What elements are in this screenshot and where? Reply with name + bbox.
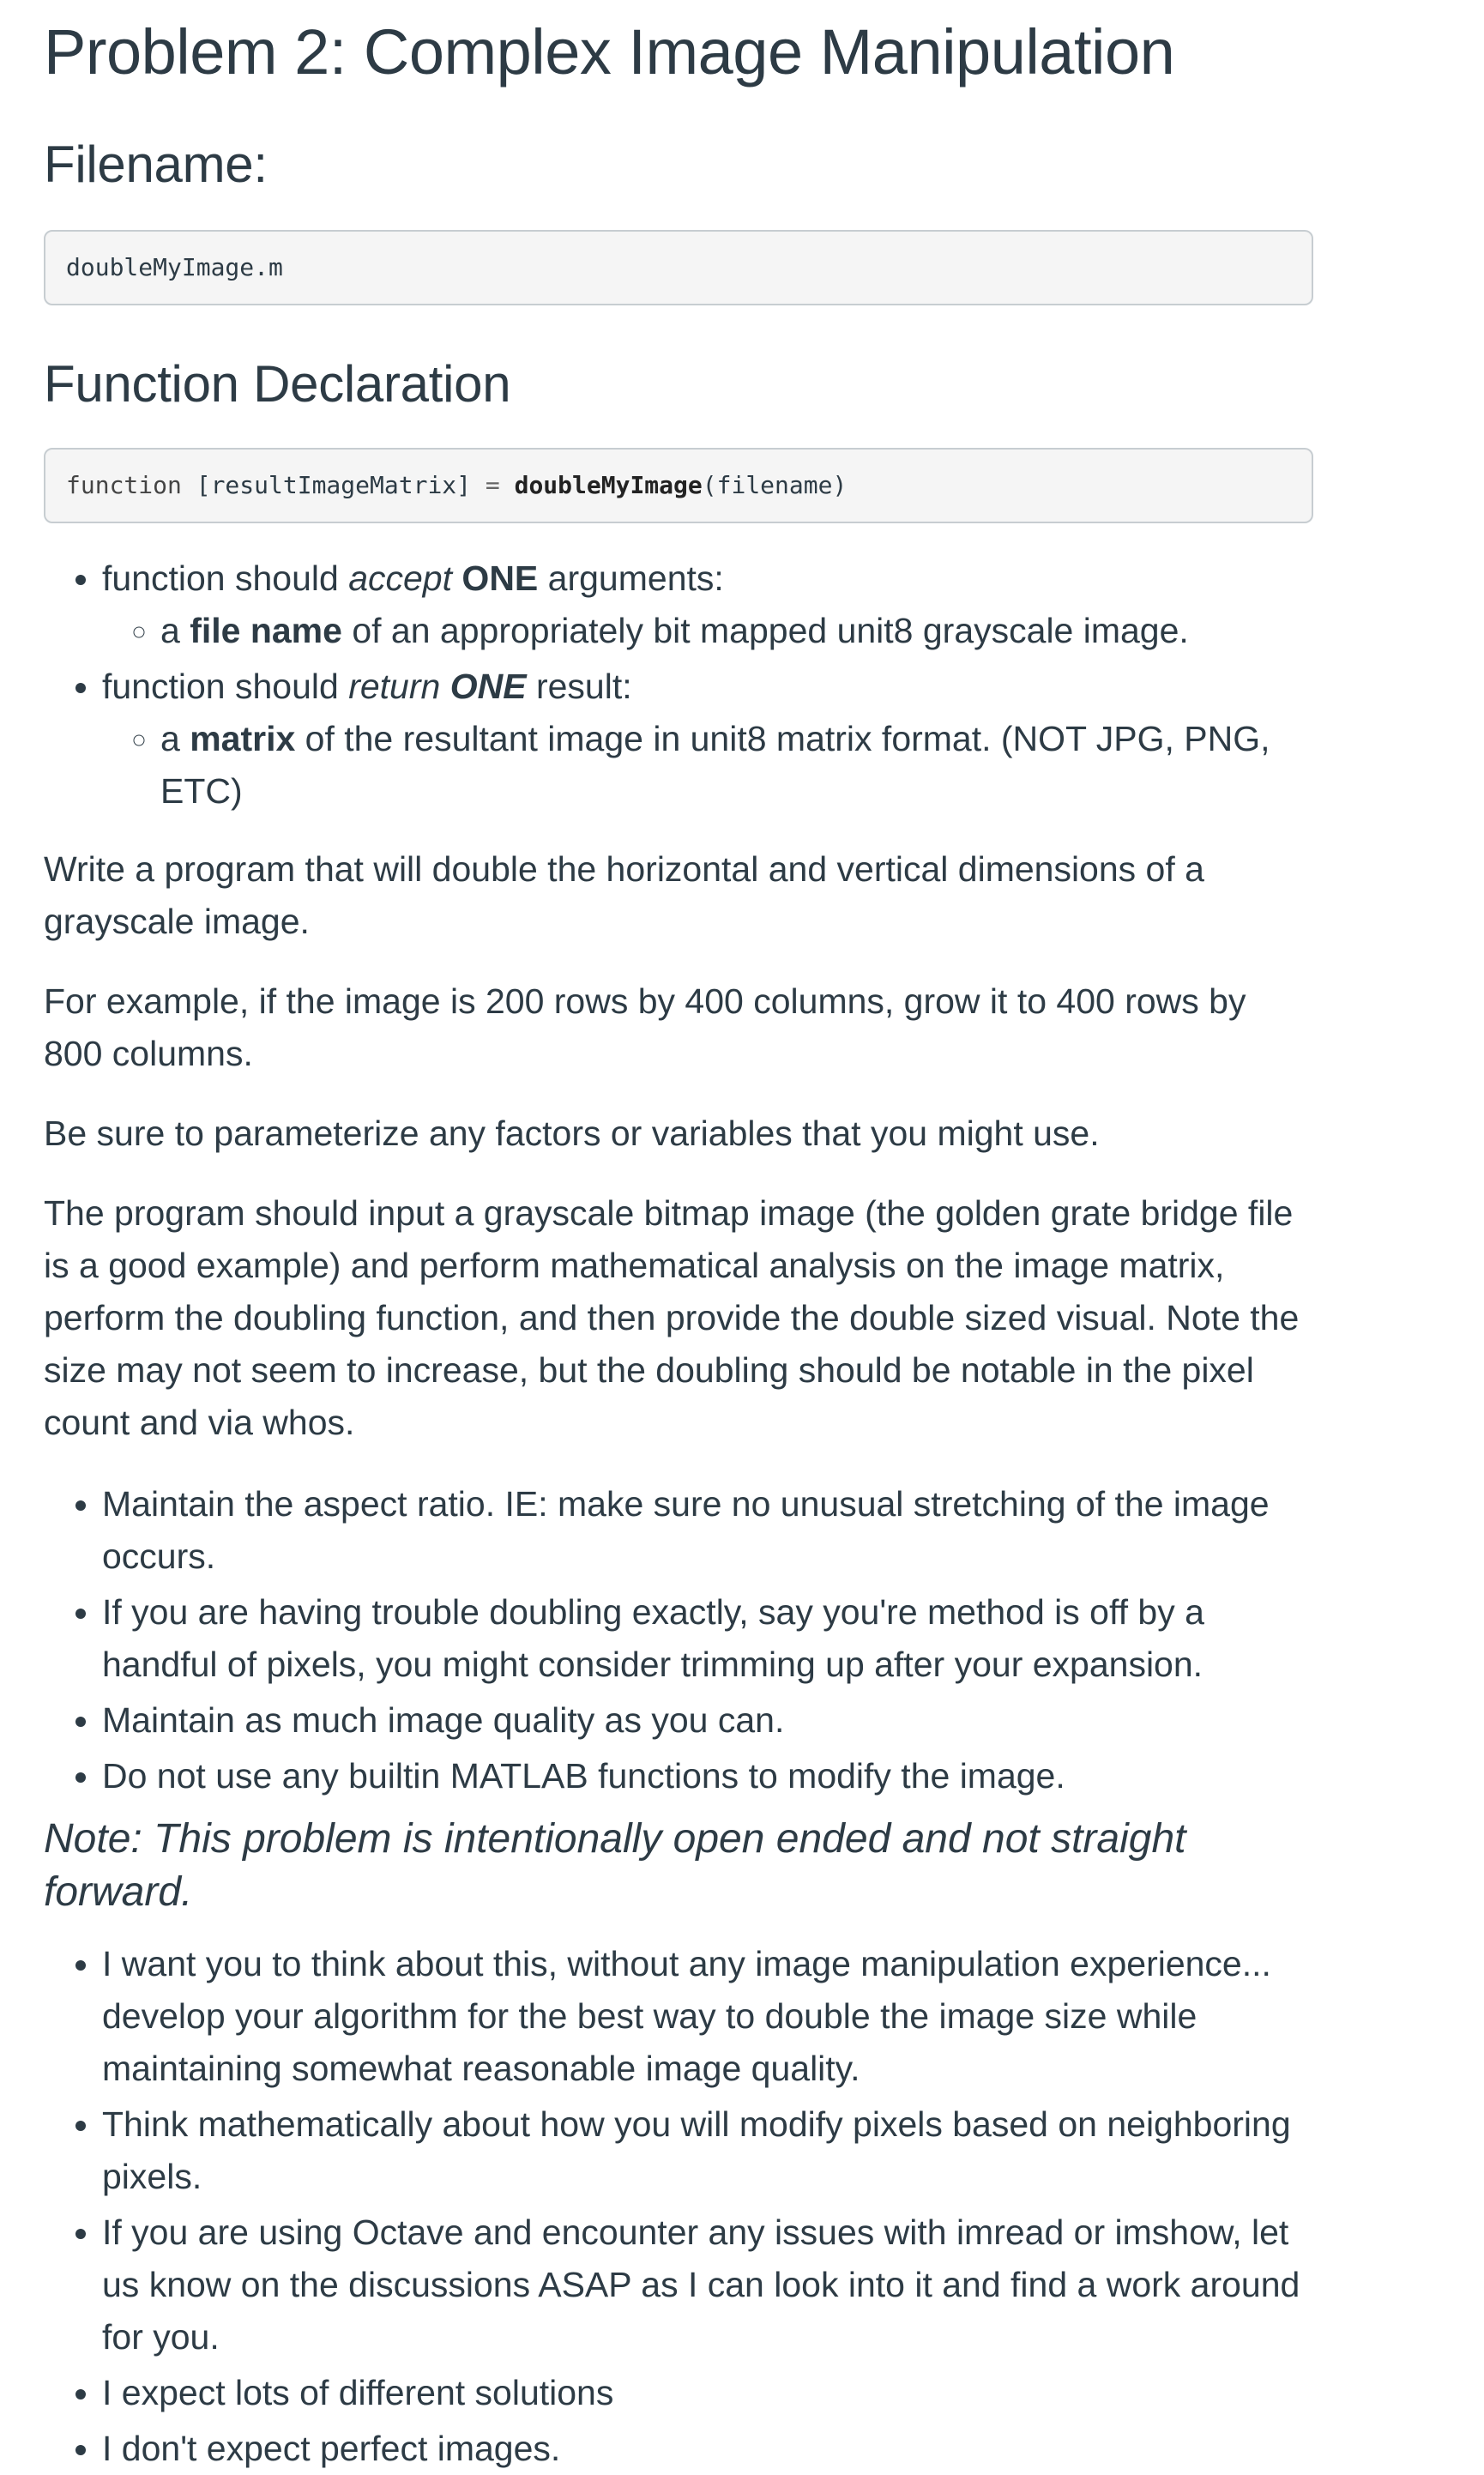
accept-detail-bold: file name bbox=[190, 611, 342, 650]
page-title: Problem 2: Complex Image Manipulation bbox=[44, 16, 1175, 88]
assignment-content bbox=[44, 15, 1313, 2475]
requirement-return-verb: return bbox=[348, 667, 441, 706]
guidelines-list bbox=[44, 1478, 1313, 1802]
requirement-return-sublist bbox=[102, 713, 1313, 818]
requirement-accept-detail bbox=[160, 605, 1313, 657]
guideline-item: • Maintain as much image quality as you can. bbox=[102, 1694, 1313, 1747]
note-points-list bbox=[44, 1938, 1313, 2475]
code-args: (filename) bbox=[702, 471, 848, 499]
note-point-item: • I don't expect perfect images. bbox=[102, 2423, 1313, 2475]
requirement-accept-sublist bbox=[102, 605, 1313, 657]
paragraph-parameterize: Be sure to parameterize any factors or variables that you might use. bbox=[44, 1114, 1100, 1153]
code-function-name: doubleMyImage bbox=[514, 471, 703, 499]
requirement-accept-suffix: arguments: bbox=[538, 558, 724, 598]
return-detail-suffix: of the resultant image in unit8 matrix format. (NOT JPG, PNG, ETC) bbox=[160, 719, 1270, 811]
requirement-accept-count: ONE bbox=[461, 558, 539, 598]
page bbox=[0, 15, 1484, 2468]
requirement-accept bbox=[102, 552, 1313, 657]
paragraph-program: The program should input a grayscale bitmap image (the golden grate bridge file is a good example) and perform mathematical analysis on the image matrix, perform the doubling function, and then provide the double sized visual. Note the size may not seem to increase, but the doubling should be notable in the pixel count and via whos. bbox=[44, 1193, 1300, 1442]
filename-code-block bbox=[44, 230, 1313, 305]
requirement-return-prefix: function should bbox=[102, 667, 349, 706]
return-detail-prefix: a bbox=[160, 719, 190, 758]
paragraph-example: For example, if the image is 200 rows by 400 columns, grow it to 400 rows by 800 columns. bbox=[44, 981, 1246, 1073]
code-output: [resultImageMatrix] bbox=[196, 471, 472, 499]
requirement-return bbox=[102, 661, 1313, 818]
note-point-item: • I expect lots of different solutions bbox=[102, 2367, 1313, 2419]
declaration-heading: Function Declaration bbox=[44, 355, 511, 413]
accept-detail-prefix: a bbox=[160, 611, 190, 650]
note-heading: Note: This problem is intentionally open ended and not straight forward. bbox=[44, 1816, 1186, 1915]
requirements-list bbox=[44, 552, 1313, 818]
accept-detail-suffix: of an appropriately bit mapped unit8 grayscale image. bbox=[341, 611, 1189, 650]
filename-code: doubleMyImage.m bbox=[66, 253, 283, 281]
requirement-return-count: ONE bbox=[449, 667, 527, 706]
filename-heading: Filename: bbox=[44, 136, 268, 193]
code-keyword: function bbox=[66, 471, 182, 499]
note-point-item: • Think mathematically about how you will modify pixels based on neighboring pixels. bbox=[102, 2098, 1313, 2203]
requirement-accept-verb: accept bbox=[348, 558, 453, 598]
return-detail-bold: matrix bbox=[190, 719, 296, 758]
requirement-return-detail bbox=[160, 713, 1313, 818]
code-equals: = bbox=[485, 471, 500, 499]
requirement-return-suffix: result: bbox=[526, 667, 632, 706]
guideline-item: • If you are having trouble doubling exactly, say you're method is off by a handful of pixels, you might consider trimming up after your expansion. bbox=[102, 1586, 1313, 1691]
paragraph-write: Write a program that will double the horizontal and vertical dimensions of a grayscale image. bbox=[44, 849, 1204, 941]
note-point-item: • If you are using Octave and encounter any issues with imread or imshow, let us know on the discussions ASAP as I can look into it and find a work around for you. bbox=[102, 2206, 1313, 2363]
declaration-code-block bbox=[44, 448, 1313, 523]
guideline-item: • Maintain the aspect ratio. IE: make sure no unusual stretching of the image occurs. bbox=[102, 1478, 1313, 1583]
guideline-item: • Do not use any builtin MATLAB functions to modify the image. bbox=[102, 1750, 1313, 1802]
note-point-item: • I want you to think about this, without any image manipulation experience... develop your algorithm for the best way to double the image size while maintaining somewhat reasonable image quality. bbox=[102, 1938, 1313, 2095]
requirement-accept-prefix: function should bbox=[102, 558, 349, 598]
